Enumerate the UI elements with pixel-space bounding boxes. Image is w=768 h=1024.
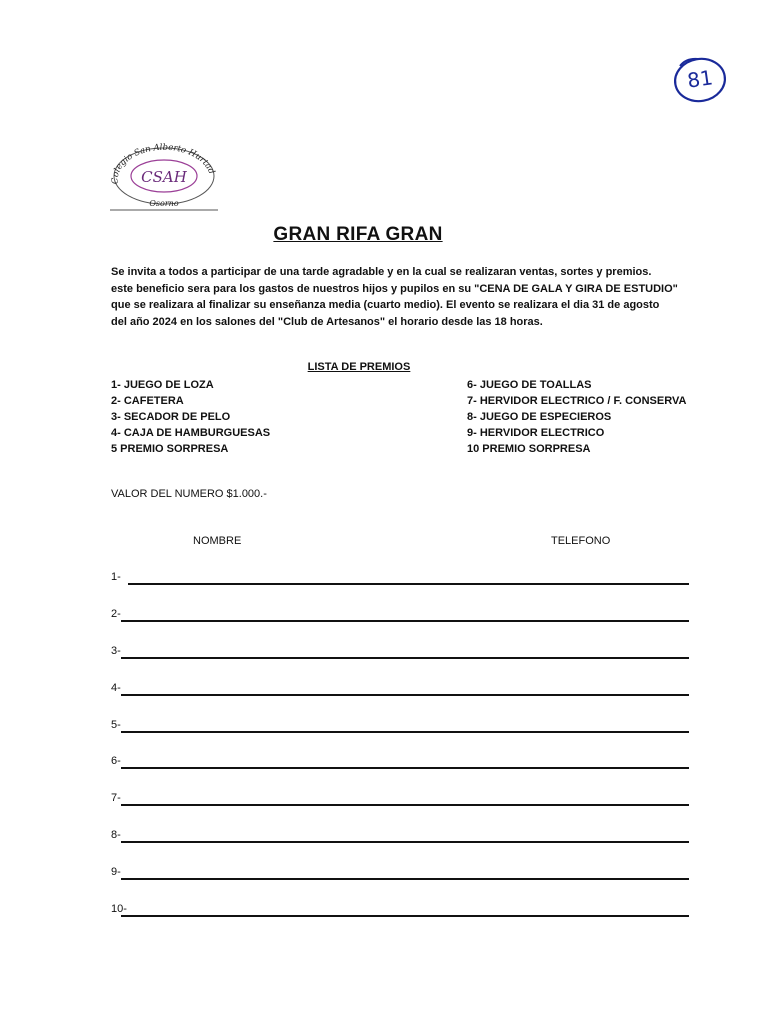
fill-in-line[interactable] — [121, 804, 689, 806]
fill-in-line[interactable] — [121, 694, 689, 696]
row-number: 7- — [111, 792, 121, 804]
stamp-number: 81 — [685, 65, 715, 93]
prize-item: 4- CAJA DE HAMBURGUESAS — [111, 427, 271, 439]
fill-in-line[interactable] — [128, 583, 689, 585]
intro-line: del año 2024 en los salones del "Club de Artesanos" el horario desde las 18 horas. — [111, 315, 543, 328]
fill-in-line[interactable] — [121, 731, 689, 733]
prize-item: 5 PREMIO SORPRESA — [111, 443, 229, 455]
prize-item: 8- JUEGO DE ESPECIEROS — [467, 411, 612, 423]
prize-item: 1- JUEGO DE LOZA — [111, 379, 214, 391]
row-number: 3- — [111, 645, 121, 657]
page-title: GRAN RIFA GRAN — [273, 224, 443, 245]
school-crest-icon — [106, 140, 222, 212]
row-number: 10- — [111, 903, 127, 915]
logo-monogram: CSAH — [141, 168, 187, 186]
row-number: 2- — [111, 608, 121, 620]
school-logo — [106, 140, 222, 212]
intro-paragraph — [111, 264, 678, 330]
fill-in-line[interactable] — [121, 878, 689, 880]
row-number: 4- — [111, 682, 121, 694]
prize-item: 9- HERVIDOR ELECTRICO — [467, 427, 605, 439]
prize-item: 2- CAFETERA — [111, 395, 184, 407]
ticket-price: VALOR DEL NUMERO $1.000.- — [111, 488, 267, 500]
prizes-heading: LISTA DE PREMIOS — [307, 361, 411, 373]
prize-list-left — [111, 377, 270, 457]
row-number: 5- — [111, 719, 121, 731]
logo-city: Osorno — [149, 199, 179, 208]
column-header-phone: TELEFONO — [551, 535, 611, 547]
fill-in-line[interactable] — [121, 767, 689, 769]
prize-item: 10 PREMIO SORPRESA — [467, 443, 591, 455]
fill-in-line[interactable] — [121, 657, 689, 659]
fill-in-line[interactable] — [121, 841, 689, 843]
row-number: 6- — [111, 755, 121, 767]
prize-item: 3- SECADOR DE PELO — [111, 411, 231, 423]
row-number: 1- — [111, 571, 121, 583]
column-header-name: NOMBRE — [193, 535, 242, 547]
row-number: 9- — [111, 866, 121, 878]
intro-line: Se invita a todos a participar de una tarde agradable y en la cual se realizaran ventas, sortes y premios. — [111, 266, 652, 278]
handwritten-number-stamp — [672, 54, 728, 104]
fill-in-line[interactable] — [121, 915, 689, 917]
intro-line: este beneficio sera para los gastos de nuestros hijos y pupilos en su "CENA DE GALA Y GIRA DE ESTUDIO" — [111, 282, 678, 295]
fill-in-line[interactable] — [121, 620, 689, 622]
logo-arc-text: Colegio San Alberto Hurtad — [110, 142, 217, 185]
prize-list-right — [467, 377, 686, 457]
prize-item: 6- JUEGO DE TOALLAS — [467, 379, 592, 391]
prize-item: 7- HERVIDOR ELECTRICO / F. CONSERVA — [467, 395, 687, 407]
intro-line: que se realizara al finalizar su enseñanza media (cuarto medio). El evento se realizara el dia 31 de agosto — [111, 299, 660, 311]
row-number: 8- — [111, 829, 121, 841]
